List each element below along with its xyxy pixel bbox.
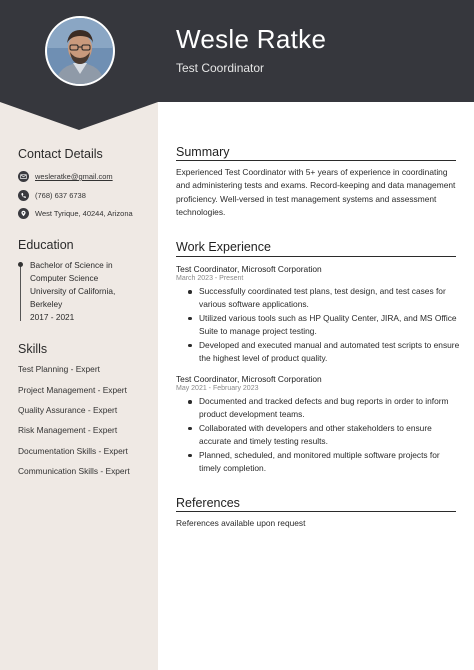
summary-heading: Summary <box>176 145 230 159</box>
summary-text: Experienced Test Coordinator with 5+ years of experience in coordinating and administering tests and exams. Record-keeping and data management proficiency. Well-versed in test management systems and assessment technologies. <box>176 167 456 218</box>
location-pin-icon <box>18 208 29 219</box>
email-link[interactable]: wesleratke@gmail.com <box>35 172 113 181</box>
job-bullet: Documented and tracked defects and bug reports in order to inform product development teams. <box>186 395 460 422</box>
skill-item: Communication Skills - Expert <box>18 466 130 476</box>
education-years: 2017 - 2021 <box>30 312 75 322</box>
contact-phone-row <box>18 190 86 201</box>
candidate-name: Wesle Ratke <box>176 24 327 54</box>
references-divider <box>176 511 456 512</box>
references-heading: References <box>176 496 240 510</box>
skill-item: Risk Management - Expert <box>18 425 118 435</box>
work-experience-divider <box>176 256 456 257</box>
job-dates: March 2023 - Present <box>176 275 244 282</box>
address: West Tyrique, 40244, Arizona <box>35 209 133 218</box>
contact-heading: Contact Details <box>18 147 103 161</box>
job-bullet: Collaborated with developers and other stakeholders to ensure accurate and timely testing results. <box>186 422 460 449</box>
job-bullet: Planned, scheduled, and monitored multiple software projects for timely completion. <box>186 449 460 476</box>
education-heading: Education <box>18 238 74 252</box>
avatar <box>45 16 115 86</box>
job-bullets <box>186 285 460 365</box>
header-chevron <box>0 101 158 130</box>
degree-line: Bachelor of Science in <box>30 260 113 270</box>
education-timeline-dot <box>18 262 23 267</box>
profile-photo <box>47 18 113 84</box>
phone-icon <box>18 190 29 201</box>
skill-item: Test Planning - Expert <box>18 364 100 374</box>
summary-divider <box>176 160 456 161</box>
skills-heading: Skills <box>18 342 48 356</box>
email-icon <box>18 171 29 182</box>
job-title: Test Coordinator, Microsoft Corporation <box>176 374 322 384</box>
job-bullets <box>186 395 460 475</box>
skill-item: Quality Assurance - Expert <box>18 405 118 415</box>
job-bullet: Utilized various tools such as HP Quality Center, JIRA, and MS Office Suite to manage project testing. <box>186 312 460 339</box>
contact-email-row[interactable] <box>18 171 113 182</box>
job-title: Test Coordinator, Microsoft Corporation <box>176 264 322 274</box>
contact-address-row <box>18 208 133 219</box>
school-line: University of California, <box>30 286 116 296</box>
skill-item: Documentation Skills - Expert <box>18 446 128 456</box>
phone-number: (768) 637 6738 <box>35 191 86 200</box>
degree-line: Computer Science <box>30 273 99 283</box>
education-timeline-line <box>20 263 21 321</box>
skill-item: Project Management - Expert <box>18 385 127 395</box>
job-bullet: Successfully coordinated test plans, test design, and test cases for various software applications. <box>186 285 460 312</box>
candidate-job-title: Test Coordinator <box>176 61 265 75</box>
job-dates: May 2021 - February 2023 <box>176 385 259 392</box>
school-line: Berkeley <box>30 299 63 309</box>
work-experience-heading: Work Experience <box>176 240 271 254</box>
references-text: References available upon request <box>176 518 306 528</box>
job-bullet: Developed and executed manual and automated test scripts to ensure the highest level of product quality. <box>186 339 460 366</box>
